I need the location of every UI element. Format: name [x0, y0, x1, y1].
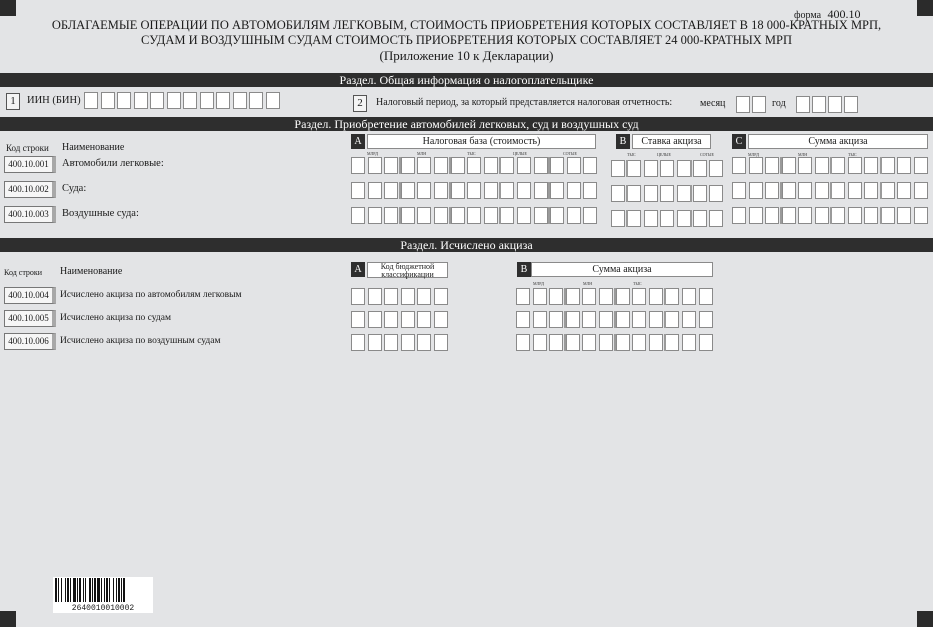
tax-base-unit-label: МЛРД	[367, 151, 378, 156]
excise-rate-unit-label: СОТЫЕ	[700, 152, 714, 157]
month-digit-box[interactable]	[736, 96, 750, 113]
registration-mark-bottom-right	[917, 611, 933, 627]
tax-base-digit-box[interactable]	[550, 182, 564, 199]
excise-sum-digit-box[interactable]	[864, 207, 878, 224]
tax-base-digit-box[interactable]	[517, 182, 531, 199]
iin-digit-box[interactable]	[150, 92, 164, 109]
digit-group-separator	[626, 210, 628, 227]
s3-excise-sum-digit-box[interactable]	[665, 288, 679, 305]
field-1-number: 1	[6, 93, 20, 110]
budget-classification-header	[367, 262, 448, 278]
section-acquisition-header: Раздел. Приобретение автомобилей легковых, суд и воздушных суд	[0, 117, 933, 131]
iin-digit-box[interactable]	[216, 92, 230, 109]
tax-base-digit-box[interactable]	[567, 182, 581, 199]
excise-sum-header: Сумма акциза	[748, 134, 928, 149]
s3-excise-sum-digit-box[interactable]	[533, 311, 547, 328]
tax-base-digit-box[interactable]	[451, 207, 465, 224]
tax-base-digit-box[interactable]	[500, 207, 514, 224]
iin-digit-box[interactable]	[117, 92, 131, 109]
s3-excise-sum-digit-box[interactable]	[582, 311, 596, 328]
s3-excise-sum-digit-box[interactable]	[682, 288, 696, 305]
s3-excise-sum-digit-box[interactable]	[566, 288, 580, 305]
digit-group-separator	[564, 311, 566, 328]
excise-sum-unit-label: ТЫС	[848, 152, 857, 157]
digit-group-separator	[830, 207, 832, 224]
excise-sum-digit-box[interactable]	[815, 182, 829, 199]
excise-sum-digit-box[interactable]	[848, 157, 862, 174]
digit-group-separator	[880, 182, 882, 199]
excise-rate-digit-box[interactable]	[644, 210, 658, 227]
tax-base-digit-box[interactable]	[384, 182, 398, 199]
excise-sum-digit-box[interactable]	[864, 157, 878, 174]
registration-mark-top-right	[917, 0, 933, 16]
s3-excise-sum-digit-box[interactable]	[699, 311, 713, 328]
excise-rate-unit-label: ЦЕЛЫЕ	[657, 152, 671, 157]
s3-excise-sum-digit-box[interactable]	[599, 334, 613, 351]
s3-excise-sum-digit-box[interactable]	[649, 288, 663, 305]
row-name: Суда:	[62, 183, 87, 194]
budget-code-digit-box[interactable]	[417, 311, 431, 328]
registration-mark-top-left	[0, 0, 16, 16]
barcode-number: 2640010010002	[71, 604, 135, 613]
budget-code-digit-box[interactable]	[368, 288, 382, 305]
excise-rate-digit-box[interactable]	[611, 160, 625, 177]
digit-group-separator	[449, 182, 451, 199]
excise-sum-digit-box[interactable]	[749, 157, 763, 174]
iin-digit-box[interactable]	[249, 92, 263, 109]
month-label: месяц	[700, 98, 726, 109]
digit-group-separator	[449, 207, 451, 224]
row-code: 400.10.004	[4, 287, 56, 304]
excise-sum-digit-box[interactable]	[782, 207, 796, 224]
row-code: 400.10.001	[4, 156, 56, 173]
tax-base-unit-label: ТЫС	[467, 151, 476, 156]
s3-excise-unit-label: ТЫС	[633, 281, 642, 286]
digit-group-separator	[830, 182, 832, 199]
excise-rate-digit-box[interactable]	[611, 185, 625, 202]
tax-base-unit-label: ЦЕЛЫЕ	[513, 151, 527, 156]
excise-sum-digit-box[interactable]	[864, 182, 878, 199]
s3-excise-sum-digit-box[interactable]	[616, 288, 630, 305]
s3-excise-unit-label: МЛН	[583, 281, 593, 286]
s3-excise-sum-digit-box[interactable]	[649, 334, 663, 351]
s3-excise-sum-digit-box[interactable]	[599, 288, 613, 305]
s3-excise-sum-digit-box[interactable]	[649, 311, 663, 328]
tax-base-digit-box[interactable]	[517, 157, 531, 174]
excise-sum-digit-box[interactable]	[881, 157, 895, 174]
digit-group-separator	[399, 182, 401, 199]
s3-excise-sum-digit-box[interactable]	[665, 334, 679, 351]
section-general-info-header: Раздел. Общая информация о налогоплательщике	[0, 73, 933, 87]
digit-group-separator	[690, 160, 692, 177]
digit-group-separator	[614, 311, 616, 328]
tax-base-digit-box[interactable]	[500, 157, 514, 174]
digit-group-separator	[780, 157, 782, 174]
year-label: год	[772, 98, 786, 109]
excise-sum-digit-box[interactable]	[831, 157, 845, 174]
digit-group-separator	[564, 334, 566, 351]
excise-sum-digit-box[interactable]	[765, 182, 779, 199]
digit-group-separator	[548, 157, 550, 174]
tax-base-digit-box[interactable]	[401, 157, 415, 174]
column-a-letter-s3: A	[351, 262, 365, 277]
form-code: 400.10	[827, 7, 861, 21]
tax-base-digit-box[interactable]	[368, 207, 382, 224]
digit-group-separator	[499, 207, 501, 224]
digit-group-separator	[499, 157, 501, 174]
excise-sum-digit-box[interactable]	[831, 182, 845, 199]
year-digit-box[interactable]	[812, 96, 826, 113]
s3-excise-sum-digit-box[interactable]	[549, 311, 563, 328]
s3-excise-sum-digit-box[interactable]	[682, 334, 696, 351]
excise-rate-digit-box[interactable]	[709, 185, 723, 202]
row-name: Воздушные суда:	[62, 208, 139, 219]
excise-rate-digit-box[interactable]	[693, 210, 707, 227]
budget-code-digit-box[interactable]	[401, 311, 415, 328]
excise-rate-digit-box[interactable]	[627, 210, 641, 227]
excise-sum-digit-box[interactable]	[749, 207, 763, 224]
tax-base-digit-box[interactable]	[484, 207, 498, 224]
tax-base-digit-box[interactable]	[534, 157, 548, 174]
budget-code-digit-box[interactable]	[417, 288, 431, 305]
excise-rate-unit-label: ТЫС	[627, 152, 636, 157]
iin-digit-box[interactable]	[84, 92, 98, 109]
s3-excise-sum-digit-box[interactable]	[566, 311, 580, 328]
tax-base-digit-box[interactable]	[368, 157, 382, 174]
digit-group-separator	[626, 185, 628, 202]
s3-excise-sum-digit-box[interactable]	[566, 334, 580, 351]
excise-rate-digit-box[interactable]	[660, 210, 674, 227]
budget-code-digit-box[interactable]	[384, 334, 398, 351]
digit-group-separator	[780, 182, 782, 199]
tax-base-digit-box[interactable]	[451, 182, 465, 199]
title-line-2: СУДАМ И ВОЗДУШНЫМ СУДАМ СТОИМОСТЬ ПРИОБРЕТЕНИЯ КОТОРЫХ СОСТАВЛЯЕТ 24 000-КРАТНЫХ МРП	[141, 33, 792, 47]
excise-sum-digit-box[interactable]	[914, 207, 928, 224]
tax-base-digit-box[interactable]	[550, 157, 564, 174]
digit-group-separator	[664, 334, 666, 351]
excise-rate-digit-box[interactable]	[677, 160, 691, 177]
name-header: Наименование	[62, 142, 125, 153]
tax-base-digit-box[interactable]	[467, 157, 481, 174]
digit-group-separator	[830, 157, 832, 174]
column-b-letter: B	[616, 134, 630, 149]
row-code-header: Код строки	[6, 143, 49, 153]
excise-rate-header: Ставка акциза	[632, 134, 711, 149]
s3-excise-sum-digit-box[interactable]	[682, 311, 696, 328]
budget-code-digit-box[interactable]	[401, 288, 415, 305]
s3-excise-sum-digit-box[interactable]	[516, 288, 530, 305]
tax-base-digit-box[interactable]	[484, 157, 498, 174]
excise-sum-digit-box[interactable]	[881, 182, 895, 199]
form-title	[0, 18, 933, 63]
digit-group-separator	[449, 157, 451, 174]
barcode	[53, 577, 153, 613]
excise-sum-digit-box[interactable]	[914, 157, 928, 174]
digit-group-separator	[880, 207, 882, 224]
s3-excise-sum-digit-box[interactable]	[533, 288, 547, 305]
title-line-3: (Приложение 10 к Декларации)	[379, 48, 554, 63]
digit-group-separator	[664, 311, 666, 328]
tax-base-digit-box[interactable]	[467, 182, 481, 199]
iin-digit-box[interactable]	[233, 92, 247, 109]
column-a-letter: A	[351, 134, 365, 149]
tax-base-digit-box[interactable]	[451, 157, 465, 174]
tax-base-digit-box[interactable]	[583, 182, 597, 199]
s3-excise-sum-digit-box[interactable]	[549, 334, 563, 351]
digit-group-separator	[399, 207, 401, 224]
s3-excise-sum-digit-box[interactable]	[616, 311, 630, 328]
s3-excise-sum-digit-box[interactable]	[533, 334, 547, 351]
excise-rate-digit-box[interactable]	[677, 210, 691, 227]
column-b-letter-s3: B	[517, 262, 531, 277]
digit-group-separator	[548, 182, 550, 199]
excise-sum-digit-box[interactable]	[782, 182, 796, 199]
s3-excise-sum-digit-box[interactable]	[582, 334, 596, 351]
tax-base-digit-box[interactable]	[401, 207, 415, 224]
excise-rate-digit-box[interactable]	[644, 160, 658, 177]
excise-sum-digit-box[interactable]	[765, 157, 779, 174]
excise-sum-digit-box[interactable]	[881, 207, 895, 224]
digit-group-separator	[564, 288, 566, 305]
iin-digit-box[interactable]	[134, 92, 148, 109]
budget-classification-line2: классификации	[381, 270, 434, 279]
budget-code-digit-box[interactable]	[351, 311, 365, 328]
excise-sum-digit-box[interactable]	[798, 207, 812, 224]
excise-sum-unit-label: МЛРД	[748, 152, 759, 157]
s3-excise-sum-digit-box[interactable]	[599, 311, 613, 328]
tax-base-digit-box[interactable]	[417, 157, 431, 174]
budget-code-digit-box[interactable]	[434, 334, 448, 351]
budget-code-digit-box[interactable]	[368, 334, 382, 351]
excise-sum-digit-box[interactable]	[732, 157, 746, 174]
excise-rate-digit-box[interactable]	[627, 160, 641, 177]
excise-sum-header-s3: Сумма акциза	[531, 262, 713, 277]
digit-group-separator	[880, 157, 882, 174]
digit-group-separator	[614, 288, 616, 305]
excise-rate-digit-box[interactable]	[660, 160, 674, 177]
row-name: Исчислено акциза по воздушным судам	[60, 336, 221, 346]
s3-excise-sum-digit-box[interactable]	[582, 288, 596, 305]
tax-base-digit-box[interactable]	[534, 207, 548, 224]
excise-sum-digit-box[interactable]	[897, 157, 911, 174]
budget-code-digit-box[interactable]	[434, 311, 448, 328]
excise-sum-digit-box[interactable]	[798, 157, 812, 174]
budget-code-digit-box[interactable]	[384, 288, 398, 305]
excise-sum-digit-box[interactable]	[749, 182, 763, 199]
registration-mark-bottom-left	[0, 611, 16, 627]
tax-base-digit-box[interactable]	[351, 157, 365, 174]
budget-code-digit-box[interactable]	[368, 311, 382, 328]
excise-rate-digit-box[interactable]	[677, 185, 691, 202]
tax-base-digit-box[interactable]	[434, 207, 448, 224]
budget-code-digit-box[interactable]	[351, 288, 365, 305]
row-code: 400.10.002	[4, 181, 56, 198]
tax-base-digit-box[interactable]	[384, 157, 398, 174]
excise-sum-digit-box[interactable]	[765, 207, 779, 224]
excise-rate-digit-box[interactable]	[627, 185, 641, 202]
field-2-number: 2	[353, 95, 367, 112]
excise-sum-digit-box[interactable]	[831, 207, 845, 224]
tax-base-digit-box[interactable]	[351, 207, 365, 224]
tax-base-digit-box[interactable]	[517, 207, 531, 224]
name-header-s3: Наименование	[60, 266, 123, 277]
tax-base-digit-box[interactable]	[384, 207, 398, 224]
s3-excise-sum-digit-box[interactable]	[616, 334, 630, 351]
tax-base-digit-box[interactable]	[417, 207, 431, 224]
tax-base-digit-box[interactable]	[534, 182, 548, 199]
excise-sum-digit-box[interactable]	[732, 182, 746, 199]
tax-base-digit-box[interactable]	[567, 157, 581, 174]
iin-digit-box[interactable]	[200, 92, 214, 109]
tax-base-unit-label: МЛН	[417, 151, 427, 156]
row-name: Автомобили легковые:	[62, 158, 164, 169]
form-label: форма	[794, 10, 822, 21]
s3-excise-sum-digit-box[interactable]	[632, 311, 646, 328]
year-digit-box[interactable]	[796, 96, 810, 113]
section-calculated-excise-header: Раздел. Исчислено акциза	[0, 238, 933, 252]
row-code: 400.10.006	[4, 333, 56, 350]
s3-excise-sum-digit-box[interactable]	[516, 334, 530, 351]
tax-base-digit-box[interactable]	[484, 182, 498, 199]
tax-base-digit-box[interactable]	[368, 182, 382, 199]
excise-rate-digit-box[interactable]	[693, 160, 707, 177]
budget-classification-line1: Код бюджетной	[380, 262, 435, 271]
tax-base-digit-box[interactable]	[434, 157, 448, 174]
column-c-letter: C	[732, 134, 746, 149]
s3-excise-sum-digit-box[interactable]	[632, 288, 646, 305]
year-digit-box[interactable]	[844, 96, 858, 113]
tax-period-label: Налоговый период, за который представляется налоговая отчетность:	[376, 97, 673, 108]
s3-excise-sum-digit-box[interactable]	[699, 334, 713, 351]
digit-group-separator	[780, 207, 782, 224]
tax-base-digit-box[interactable]	[583, 157, 597, 174]
digit-group-separator	[548, 207, 550, 224]
excise-sum-unit-label: МЛН	[798, 152, 808, 157]
digit-group-separator	[626, 160, 628, 177]
s3-excise-sum-digit-box[interactable]	[665, 311, 679, 328]
s3-excise-sum-digit-box[interactable]	[516, 311, 530, 328]
tax-base-digit-box[interactable]	[567, 207, 581, 224]
excise-sum-digit-box[interactable]	[815, 207, 829, 224]
excise-sum-digit-box[interactable]	[815, 157, 829, 174]
s3-excise-sum-digit-box[interactable]	[549, 288, 563, 305]
digit-group-separator	[399, 157, 401, 174]
row-code: 400.10.003	[4, 206, 56, 223]
excise-sum-digit-box[interactable]	[897, 207, 911, 224]
digit-group-separator	[499, 182, 501, 199]
excise-rate-digit-box[interactable]	[644, 185, 658, 202]
tax-base-digit-box[interactable]	[583, 207, 597, 224]
year-digit-box[interactable]	[828, 96, 842, 113]
iin-digit-box[interactable]	[183, 92, 197, 109]
tax-base-digit-box[interactable]	[500, 182, 514, 199]
budget-code-digit-box[interactable]	[351, 334, 365, 351]
excise-sum-digit-box[interactable]	[897, 182, 911, 199]
row-name: Исчислено акциза по автомобилям легковым	[60, 290, 242, 300]
title-line-1: ОБЛАГАЕМЫЕ ОПЕРАЦИИ ПО АВТОМОБИЛЯМ ЛЕГКОВЫМ, СТОИМОСТЬ ПРИОБРЕТЕНИЯ КОТОРЫХ СОСТАВЛЯЕТ В 18 000-КРАТНЫХ МРП,	[51, 18, 882, 32]
tax-base-digit-box[interactable]	[417, 182, 431, 199]
digit-group-separator	[690, 185, 692, 202]
excise-sum-digit-box[interactable]	[848, 207, 862, 224]
iin-bin-label: ИИН (БИН)	[27, 95, 81, 106]
excise-sum-digit-box[interactable]	[848, 182, 862, 199]
excise-rate-digit-box[interactable]	[709, 210, 723, 227]
tax-base-digit-box[interactable]	[434, 182, 448, 199]
barcode-bars	[53, 577, 153, 603]
tax-base-unit-label: СОТЫЕ	[563, 151, 577, 156]
budget-code-digit-box[interactable]	[434, 288, 448, 305]
excise-rate-digit-box[interactable]	[693, 185, 707, 202]
budget-code-digit-box[interactable]	[401, 334, 415, 351]
row-code-header-s3: Код строки	[4, 268, 43, 277]
excise-rate-digit-box[interactable]	[660, 185, 674, 202]
tax-base-digit-box[interactable]	[351, 182, 365, 199]
digit-group-separator	[614, 334, 616, 351]
iin-digit-box[interactable]	[101, 92, 115, 109]
tax-base-digit-box[interactable]	[467, 207, 481, 224]
excise-rate-digit-box[interactable]	[709, 160, 723, 177]
iin-digit-box[interactable]	[266, 92, 280, 109]
excise-sum-digit-box[interactable]	[914, 182, 928, 199]
digit-group-separator	[690, 210, 692, 227]
s3-excise-sum-digit-box[interactable]	[632, 334, 646, 351]
excise-sum-digit-box[interactable]	[782, 157, 796, 174]
budget-code-digit-box[interactable]	[384, 311, 398, 328]
s3-excise-sum-digit-box[interactable]	[699, 288, 713, 305]
budget-code-digit-box[interactable]	[417, 334, 431, 351]
excise-sum-digit-box[interactable]	[798, 182, 812, 199]
iin-digit-box[interactable]	[167, 92, 181, 109]
excise-sum-digit-box[interactable]	[732, 207, 746, 224]
tax-base-digit-box[interactable]	[550, 207, 564, 224]
excise-rate-digit-box[interactable]	[611, 210, 625, 227]
row-name: Исчислено акциза по судам	[60, 313, 171, 323]
tax-base-digit-box[interactable]	[401, 182, 415, 199]
digit-group-separator	[664, 288, 666, 305]
tax-base-header: Налоговая база (стоимость)	[367, 134, 596, 149]
s3-excise-unit-label: МЛРД	[533, 281, 544, 286]
row-code: 400.10.005	[4, 310, 56, 327]
month-digit-box[interactable]	[752, 96, 766, 113]
